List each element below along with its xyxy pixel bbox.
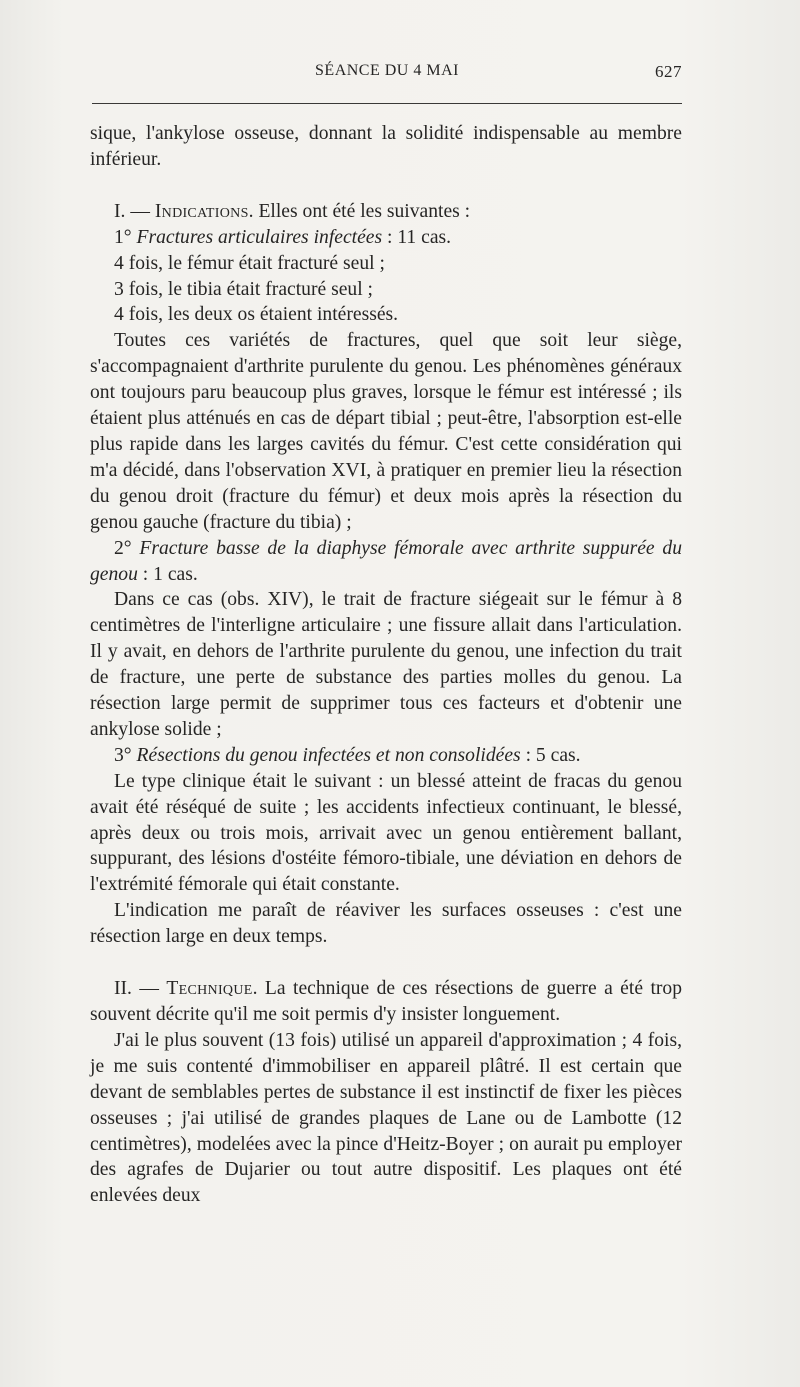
- item-title: Fracture basse de la diaphyse fémorale avec arthrite suppurée du genou: [90, 537, 682, 585]
- section-label: Indications: [154, 200, 249, 222]
- header-rule: [92, 103, 682, 104]
- paragraph: Dans ce cas (obs. XIV), le trait de fracture siégeait sur le fémur à 8 centimètres de l'interligne articulaire ; une fissure allait dans l'articulation. Il y avait, en dehors de l'arthrite purulente du genou, une infection du trait de fracture, une perte de substance des parties molles du genou. La résection large permit de supprimer tous ces facteurs et d'obtenir une ankylose solide ;: [90, 589, 682, 740]
- paragraph: J'ai le plus souvent (13 fois) utilisé un appareil d'approximation ; 4 fois, je me suis contenté d'immobiliser en appareil plâtré. Il est certain que devant de semblables pertes de substance il est instinctif de fixer les pièces osseuses ; j'ai utilisé de grandes plaques de Lane ou de Lambotte (12 centimètres), modelées avec la pince d'Heitz-Boyer ; on aurait pu employer des agrafes de Dujarier ou tout autre dispositif. Les plaques ont été enlevées deux: [90, 1029, 682, 1207]
- list-line: 3 fois, le tibia était fracturé seul ;: [114, 278, 373, 300]
- page-number: 627: [655, 62, 682, 81]
- paragraph: L'indication me paraît de réaviver les surfaces osseuses : c'est une résection large en deux temps.: [90, 900, 682, 948]
- list-item: 2° Fracture basse de la diaphyse fémorale avec arthrite suppurée du genou : 1 cas.: [90, 537, 682, 585]
- list-item: 1° Fractures articulaires infectées : 11 cas.: [114, 226, 452, 248]
- paragraph: sique, l'ankylose osseuse, donnant la solidité indispensable au membre inférieur.: [90, 123, 682, 170]
- list-item: 3° Résections du genou infectées et non consolidées : 5 cas.: [114, 744, 581, 766]
- list-line: 4 fois, le fémur était fracturé seul ;: [114, 252, 385, 274]
- section-label: Technique: [166, 978, 253, 1000]
- item-title: Fractures articulaires infectées: [136, 226, 383, 248]
- section-heading-technique: II. — Technique. La technique de ces résections de guerre a été trop souvent décrite qu'il me soit permis d'y insister longuement.: [90, 978, 683, 1025]
- paragraph: Toutes ces variétés de fractures, quel que soit leur siège, s'accompagnaient d'arthrite purulente du genou. Les phénomènes généraux ont toujours paru beaucoup plus graves, lorsque le fémur est intéressé ; ils étaient plus atténués en cas de départ tibial ; peut-être, l'absorption est-elle plus rapide dans les larges cavités du fémur. C'est cette considération qui m'a décidé, dans l'observation XVI, à pratiquer en premier lieu la résection du genou droit (fracture du fémur) et deux mois après la résection du genou gauche (fracture du tibia) ;: [90, 330, 682, 533]
- body-text: [90, 121, 682, 1209]
- list-line: 4 fois, les deux os étaient intéressés.: [114, 304, 399, 326]
- section-heading-indications: I. — Indications. Elles ont été les suivantes :: [114, 200, 471, 222]
- running-title: SÉANCE DU 4 MAI: [315, 62, 459, 79]
- paragraph: Le type clinique était le suivant : un blessé atteint de fracas du genou avait été réséqué de suite ; les accidents infectieux continuant, le blessé, après deux ou trois mois, arrivait avec un genou entièrement ballant, suppurant, des lésions d'ostéite fémoro-tibiale, une déviation en dehors de l'extrémité fémorale qui était constante.: [90, 770, 682, 896]
- item-title: Résections du genou infectées et non consolidées: [136, 744, 521, 766]
- running-header: [92, 62, 682, 86]
